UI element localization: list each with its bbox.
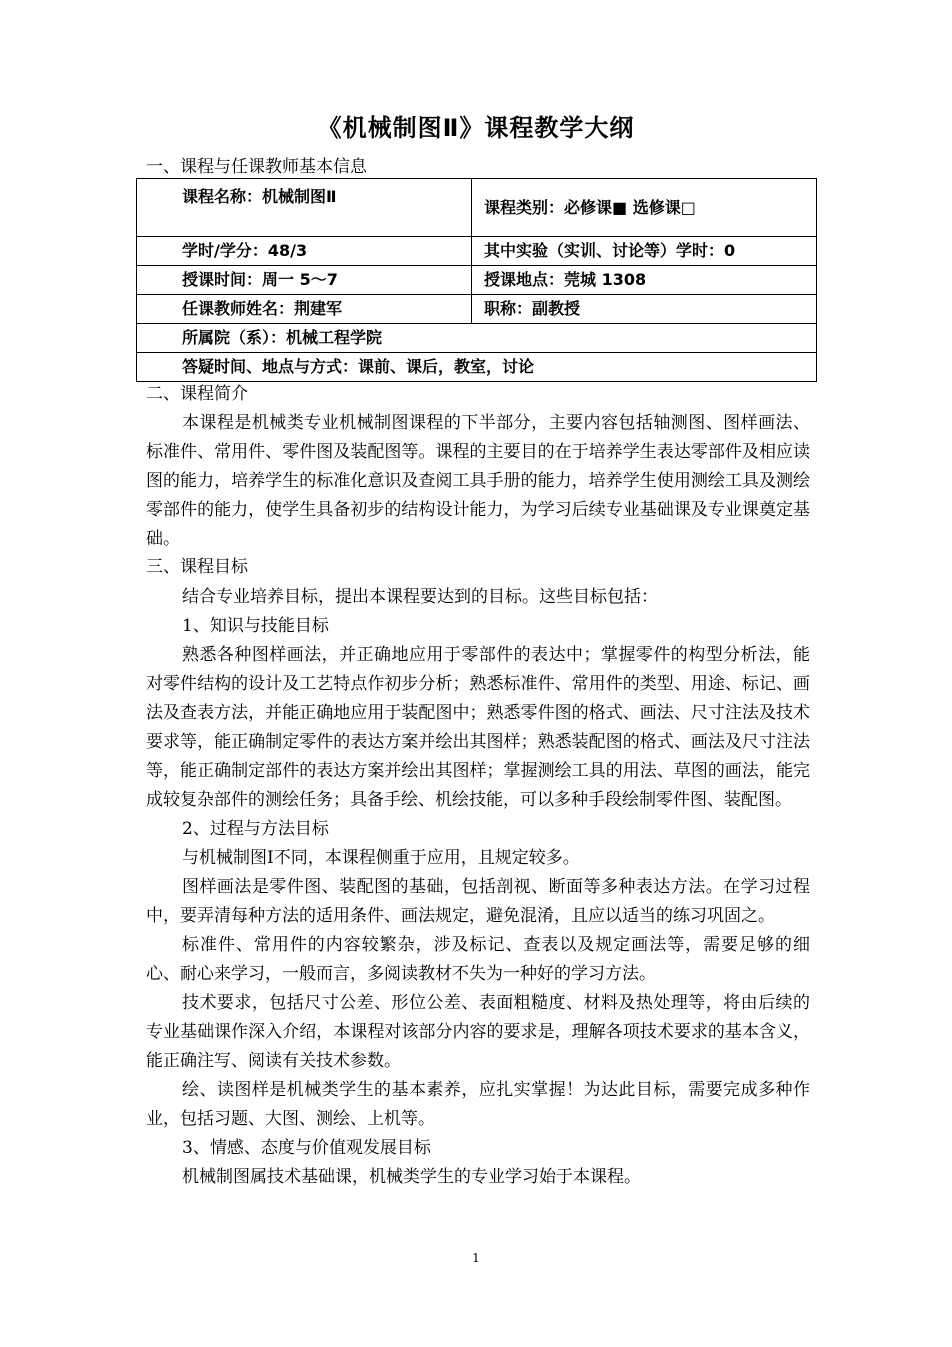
table-row [137,353,817,382]
section-heading-intro: 二、课程简介 [146,384,248,404]
section-heading-basic-info: 一、课程与任课教师基本信息 [146,157,367,177]
subheading-process: 2、过程与方法目标 [182,819,329,839]
process-paragraph-3: 标准件、常用件的内容较繁杂，涉及标记、查表以及规定画法等，需要足够的细心、耐心来学习，一般而言，多阅读教材不失为一种好的学习方法。 [146,935,810,984]
table-row [137,295,817,324]
process-paragraph-2: 图样画法是零件图、装配图的基础，包括剖视、断面等多种表达方法。在学习过程中，要弄清每种方法的适用条件、画法规定，避免混淆，且应以适当的练习巩固之。 [146,877,810,926]
page-number: 1 [472,1251,480,1265]
hours-credits-cell: 学时/学分：48/3 [137,237,472,266]
section-heading-objectives: 三、课程目标 [146,557,248,577]
knowledge-paragraph: 熟悉各种图样画法，并正确地应用于零部件的表达中；掌握零件的构型分析法，能对零件结构的设计及工艺特点作初步分析；熟悉标准件、常用件的类型、用途、标记、画法及查表方法，并能正确地应用于装配图中；熟悉零件图的格式、画法、尺寸注法及技术要求等，能正确制定零件的表达方案并绘出其图样；熟悉装配图的格式、画法及尺寸注法等，能正确制定部件的表达方案并绘出其图样；掌握测绘工具的用法、草图的画法，能完成较复杂部件的测绘任务；具备手绘、机绘技能，可以多种手段绘制零件图、装配图。 [146,645,810,810]
subheading-knowledge: 1、知识与技能目标 [182,616,329,636]
teacher-cell: 任课教师姓名：荆建军 [137,295,472,324]
values-paragraph: 机械制图属技术基础课，机械类学生的专业学习始于本课程。 [182,1167,641,1187]
subheading-values: 3、情感、态度与价值观发展目标 [182,1138,431,1158]
table-row [137,324,817,353]
course-type-cell: 课程类别：必修课■ 选修课□ [472,179,817,237]
qa-cell: 答疑时间、地点与方式：课前、课后，教室，讨论 [137,353,817,382]
table-row [137,266,817,295]
document-title: 《机械制图Ⅱ》课程教学大纲 [317,114,635,142]
table-row [137,179,817,237]
intro-body [146,409,810,554]
process-paragraph-5: 绘、读图样是机械类学生的基本素养，应扎实掌握！为达此目标，需要完成多种作业，包括习题、大图、测绘、上机等。 [146,1080,810,1129]
course-info-table [136,178,817,382]
intro-paragraph: 本课程是机械类专业机械制图课程的下半部分，主要内容包括轴测图、图样画法、标准件、常用件、零件图及装配图等。课程的主要目的在于培养学生表达零部件及相应读图的能力，培养学生的标准化意识及查阅工具手册的能力，培养学生使用测绘工具及测绘零部件的能力，使学生具备初步的结构设计能力，为学习后续专业基础课及专业课奠定基础。 [146,413,810,549]
location-cell: 授课地点：莞城 1308 [472,266,817,295]
process-paragraph-1: 与机械制图Ⅰ不同，本课程侧重于应用，且规定较多。 [182,848,580,868]
job-title-cell: 职称：副教授 [472,295,817,324]
course-name-cell: 课程名称：机械制图Ⅱ [137,179,472,237]
department-cell: 所属院（系）：机械工程学院 [137,324,817,353]
objectives-body [146,583,810,1192]
lab-hours-cell: 其中实验（实训、讨论等）学时：0 [472,237,817,266]
class-time-cell: 授课时间：周一 5～7 [137,266,472,295]
table-row [137,237,817,266]
objectives-intro: 结合专业培养目标，提出本课程要达到的目标。这些目标包括： [182,587,658,607]
process-paragraph-4: 技术要求，包括尺寸公差、形位公差、表面粗糙度、材料及热处理等，将由后续的专业基础课作深入介绍，本课程对该部分内容的要求是，理解各项技术要求的基本含义，能正确注写、阅读有关技术参数。 [146,993,810,1071]
